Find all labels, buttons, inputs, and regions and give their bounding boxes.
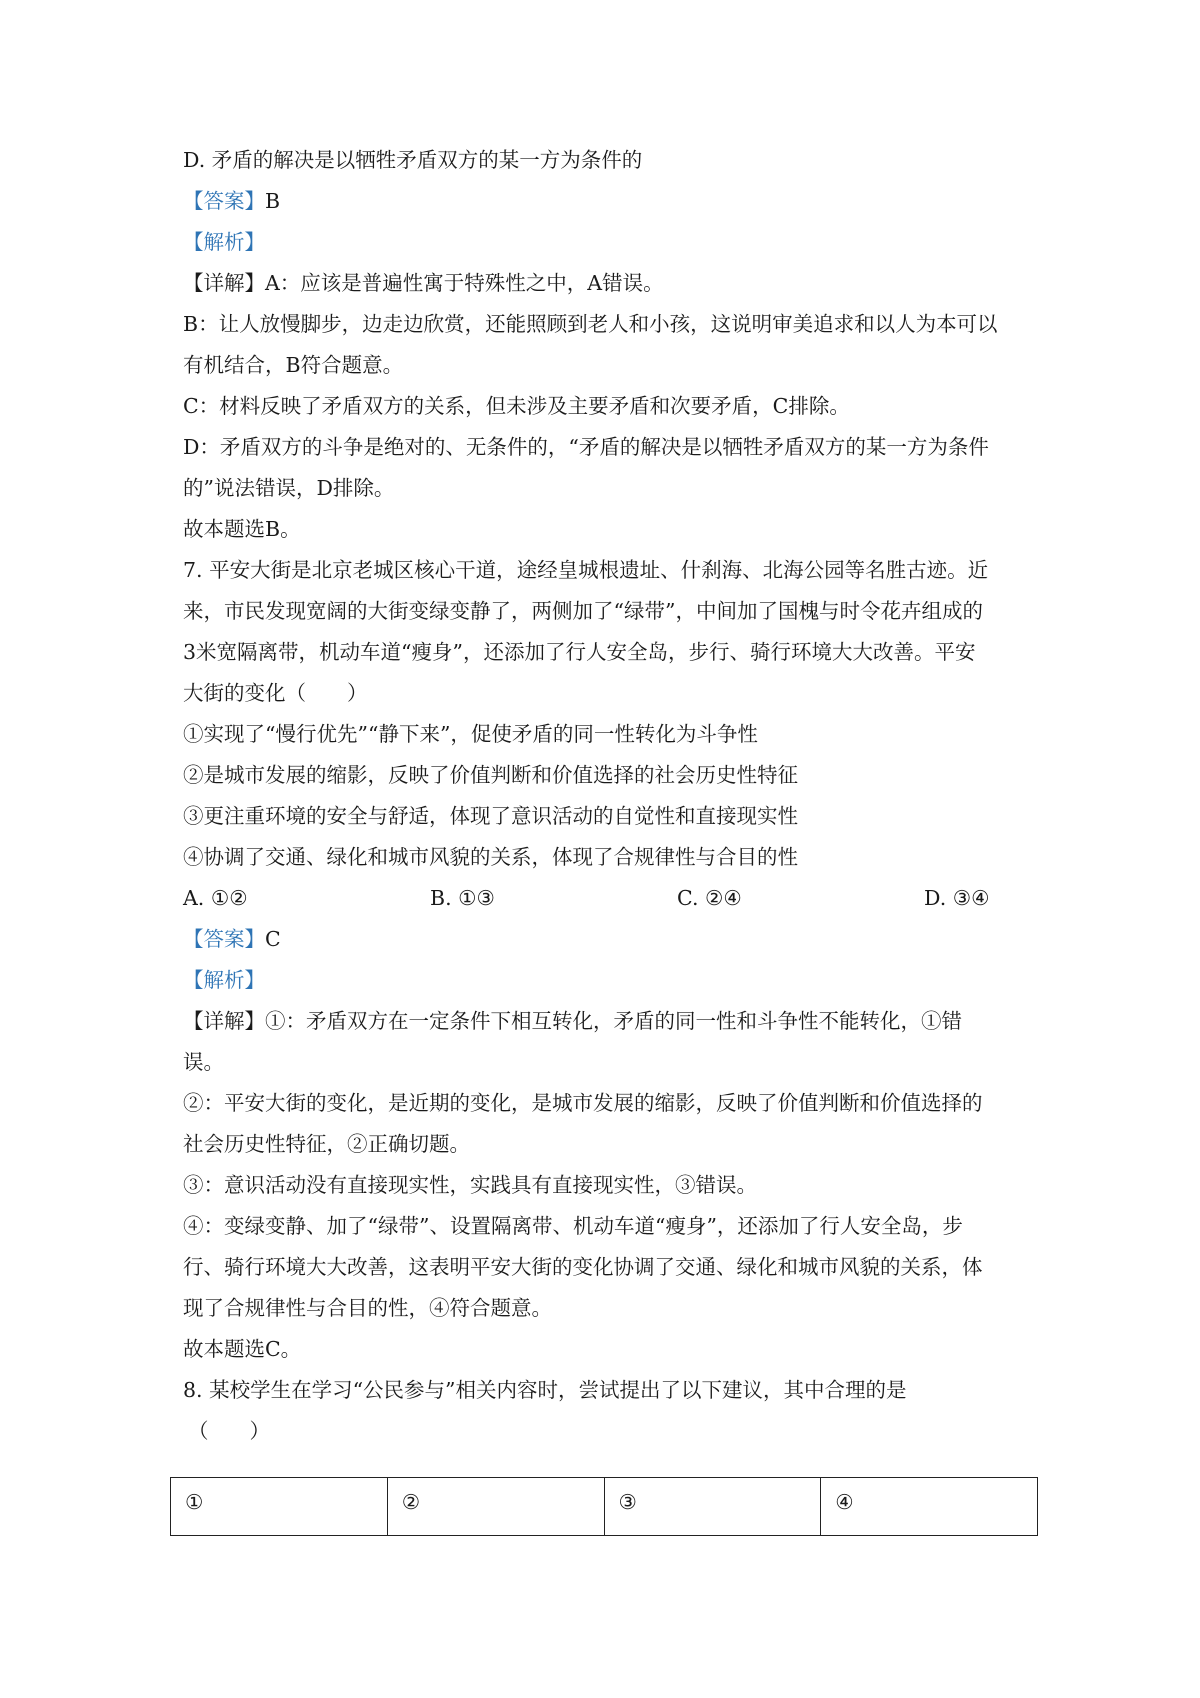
q7-detail-6: ④：变绿变静、加了“绿带”、设置隔离带、机动车道“瘦身”，还添加了行人安全岛，步 xyxy=(183,1214,963,1238)
q7-detail-2: 误。 xyxy=(183,1050,224,1074)
q8-stem-2: （ ） xyxy=(188,1419,270,1443)
q6-analysis-tag xyxy=(183,228,1033,256)
q7-statement-4: ④协调了交通、绿化和城市风貌的关系，体现了合规律性与合目的性 xyxy=(183,845,798,869)
q6-option-d: D. 矛盾的解决是以牺牲矛盾双方的某一方为条件的 xyxy=(183,148,643,172)
q7-statement-2: ②是城市发展的缩影，反映了价值判断和价值选择的社会历史性特征 xyxy=(183,763,798,787)
q7-analysis-tag xyxy=(183,966,1033,994)
q7-statement-3: ③更注重环境的安全与舒适，体现了意识活动的自觉性和直接现实性 xyxy=(183,804,798,828)
q7-conclusion: 故本题选C。 xyxy=(183,1337,302,1361)
q7-option-a: A. ①② xyxy=(183,886,248,910)
q7-stem-3: 3米宽隔离带，机动车道“瘦身”，还添加了行人安全岛，步行、骑行环境大大改善。平安 xyxy=(183,640,976,664)
answer-tag: 【答案】 xyxy=(183,189,265,213)
table-cell: ③ xyxy=(604,1478,821,1536)
q7-detail-7: 行、骑行环境大大改善，这表明平安大街的变化协调了交通、绿化和城市风貌的关系，体 xyxy=(183,1255,983,1279)
analysis-tag: 【解析】 xyxy=(183,230,265,254)
table-cell: ④ xyxy=(821,1478,1038,1536)
table-row xyxy=(171,1478,1038,1536)
analysis-tag: 【解析】 xyxy=(183,968,265,992)
q7-option-c: C. ②④ xyxy=(677,886,742,910)
q8-option-table xyxy=(170,1477,1038,1536)
q7-statement-1: ①实现了“慢行优先”“静下来”，促使矛盾的同一性转化为斗争性 xyxy=(183,722,758,746)
q6-answer-line xyxy=(183,187,1033,215)
q8-stem-1: 8. 某校学生在学习“公民参与”相关内容时，尝试提出了以下建议，其中合理的是 xyxy=(183,1378,907,1402)
q7-detail-8: 现了合规律性与合目的性，④符合题意。 xyxy=(183,1296,552,1320)
q7-stem-4: 大街的变化（ ） xyxy=(183,681,368,705)
q7-detail-1: 【详解】①：矛盾双方在一定条件下相互转化，矛盾的同一性和斗争性不能转化，①错 xyxy=(183,1009,962,1033)
q6-detail-d-1: D：矛盾双方的斗争是绝对的、无条件的，“矛盾的解决是以牺牲矛盾双方的某一方为条件 xyxy=(183,435,989,459)
q6-detail-c: C：材料反映了矛盾双方的关系，但未涉及主要矛盾和次要矛盾，C排除。 xyxy=(183,394,850,418)
q6-detail-b-2: 有机结合，B符合题意。 xyxy=(183,353,404,377)
q6-detail-d-2: 的”说法错误，D排除。 xyxy=(183,476,395,500)
q6-detail-b-1: B：让人放慢脚步，边走边欣赏，还能照顾到老人和小孩，这说明审美追求和以人为本可以 xyxy=(183,312,998,336)
q6-conclusion: 故本题选B。 xyxy=(183,517,301,541)
answer-tag: 【答案】 xyxy=(183,927,265,951)
q7-option-d: D. ③④ xyxy=(924,886,990,910)
q7-option-b: B. ①③ xyxy=(430,886,495,910)
table-cell: ① xyxy=(171,1478,388,1536)
answer-value: B xyxy=(265,189,281,213)
q7-detail-3: ②：平安大街的变化，是近期的变化，是城市发展的缩影，反映了价值判断和价值选择的 xyxy=(183,1091,983,1115)
q7-detail-5: ③：意识活动没有直接现实性，实践具有直接现实性，③错误。 xyxy=(183,1173,757,1197)
q7-answer-line xyxy=(183,925,1033,953)
q7-stem-1: 7. 平安大街是北京老城区核心干道，途经皇城根遗址、什刹海、北海公园等名胜古迹。近 xyxy=(183,558,989,582)
q7-detail-4: 社会历史性特征，②正确切题。 xyxy=(183,1132,470,1156)
q6-detail-a: 【详解】A：应该是普遍性寓于特殊性之中，A错误。 xyxy=(183,271,664,295)
table-cell: ② xyxy=(387,1478,604,1536)
answer-value: C xyxy=(265,927,281,951)
q7-stem-2: 来，市民发现宽阔的大街变绿变静了，两侧加了“绿带”，中间加了国槐与时令花卉组成的 xyxy=(183,599,983,623)
